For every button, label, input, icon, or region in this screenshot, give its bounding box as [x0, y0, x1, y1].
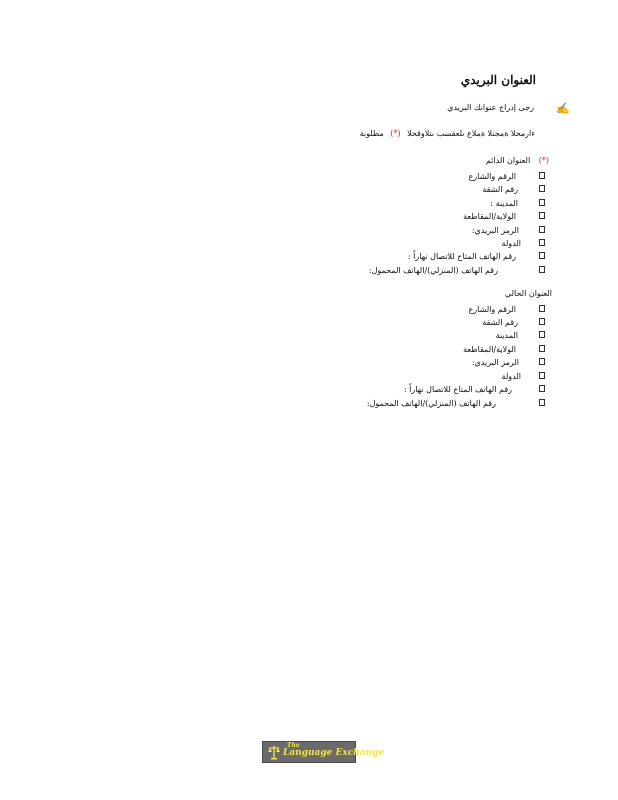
permanent-address-heading: [486, 156, 549, 165]
page-title: العنوان البريدي: [460, 73, 536, 87]
pen-icon: ✍: [556, 102, 570, 115]
required-star: (*): [538, 156, 549, 165]
field-state: الولاية/المقاطعة: [463, 345, 516, 354]
field-street: الرقم والشارع: [468, 305, 516, 314]
field-home-mobile-phone: رقم الهاتف (المنزلي)/الهاتف المحمول:: [368, 266, 498, 275]
scales-icon: [267, 744, 281, 760]
checkbox-bullet[interactable]: [539, 239, 545, 246]
checkbox-bullet[interactable]: [539, 185, 545, 192]
field-city: المدينة :: [490, 199, 518, 208]
required-note: [360, 129, 535, 138]
current-address-title: العنوان الحالي: [504, 289, 552, 298]
checkbox-bullet[interactable]: [539, 305, 545, 312]
required-note-after: مطلوبة: [359, 129, 384, 138]
field-state: الولاية/المقاطعة: [463, 212, 516, 221]
checkbox-bullet[interactable]: [539, 358, 545, 365]
logo-name: Language Exchange: [283, 748, 385, 758]
checkbox-bullet[interactable]: [539, 252, 545, 259]
field-day-phone: رقم الهاتف المتاح للاتصال نهاراً :: [403, 385, 512, 394]
checkbox-bullet[interactable]: [539, 385, 545, 392]
field-country: الدولة: [501, 239, 521, 248]
field-country: الدولة: [501, 372, 521, 381]
language-exchange-logo: [262, 741, 385, 763]
field-zip: الرمز البريدي:: [471, 358, 519, 367]
checkbox-bullet[interactable]: [539, 372, 545, 379]
field-street: الرقم والشارع: [468, 172, 516, 181]
logo-the: The: [287, 742, 300, 749]
field-apartment: رقم الشقة: [482, 185, 518, 194]
permanent-address-title: العنوان الدائم: [485, 156, 531, 165]
checkbox-bullet[interactable]: [539, 266, 545, 273]
field-day-phone: رقم الهاتف المتاح للاتصال نهاراً :: [407, 252, 516, 261]
checkbox-bullet[interactable]: [539, 212, 545, 219]
checkbox-bullet[interactable]: [539, 345, 545, 352]
field-home-mobile-phone: رقم الهاتف (المنزلي)/الهاتف المحمول:: [366, 399, 496, 408]
checkbox-bullet[interactable]: [539, 331, 545, 338]
checkbox-bullet[interactable]: [539, 172, 545, 179]
field-apartment: رقم الشقة: [482, 318, 518, 327]
intro-text: رجى إدراج عنوانك البريدي: [447, 103, 534, 112]
field-zip: الرمز البريدي:: [471, 226, 519, 235]
checkbox-bullet[interactable]: [539, 399, 545, 406]
checkbox-bullet[interactable]: [539, 199, 545, 206]
field-city: المدينة: [495, 331, 518, 340]
required-star: (*): [390, 129, 401, 138]
required-note-before: ءارمحلا ةمجنلا ةملاع ىلعقسب ىتلاوقحلا: [407, 129, 535, 138]
checkbox-bullet[interactable]: [539, 318, 545, 325]
checkbox-bullet[interactable]: [539, 226, 545, 233]
